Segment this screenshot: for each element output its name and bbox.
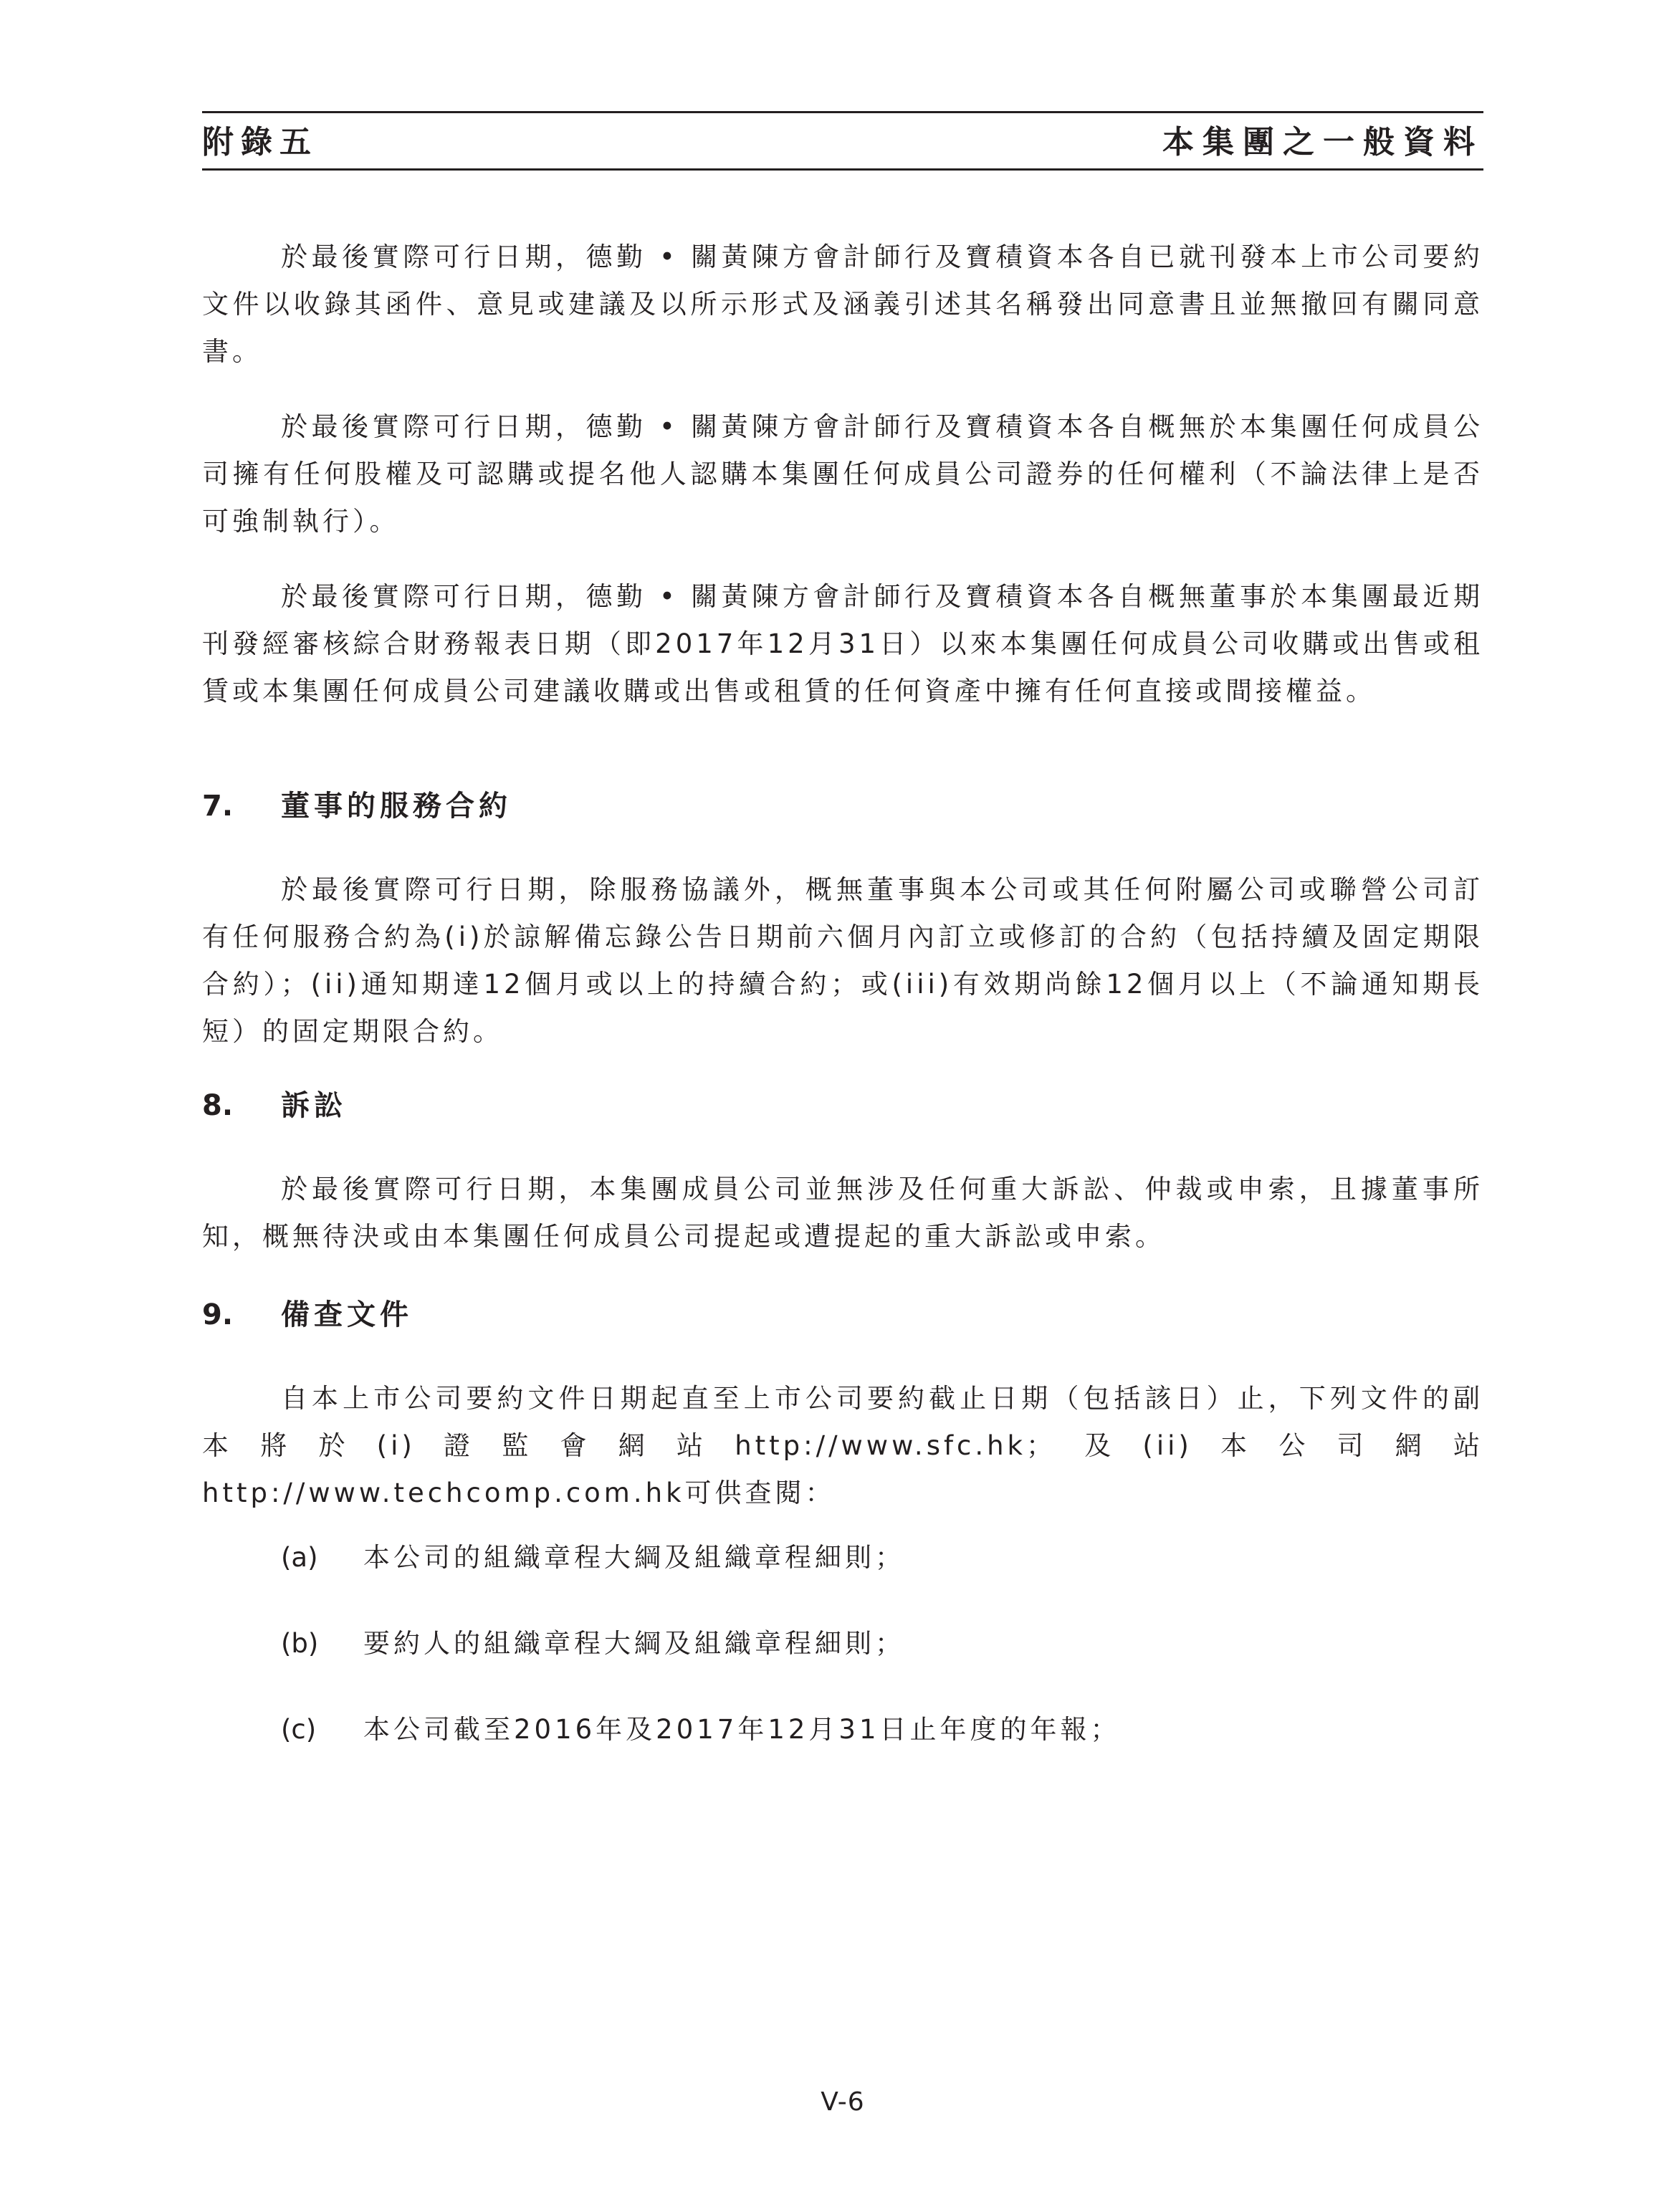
list-text: 要約人的組織章程大綱及組織章程細則；	[363, 1628, 905, 1659]
section-title: 備查文件	[281, 1298, 413, 1331]
section-body-service-contracts: 於最後實際可行日期，除服務協議外，概無董事與本公司或其任何附屬公司或聯營公司訂有任何服務合約為(i)於諒解備忘錄公告日期前六個月內訂立或修訂的合約（包括持續及固定期限合約）；(ii)通知期達12個月或以上的持續合約；或(iii)有效期尚餘12個月以上（不論通知期長短）的固定期限合約。	[202, 874, 1483, 1047]
page-number: V-6	[821, 2087, 865, 2117]
section-title: 訴訟	[281, 1089, 347, 1122]
section-heading-service-contracts	[202, 785, 1483, 828]
section-title: 董事的服務合約	[281, 790, 512, 823]
list-text: 本公司的組織章程大綱及組織章程細則；	[363, 1542, 905, 1573]
list-item	[281, 1622, 1483, 1665]
appendix-label: 附錄五	[202, 124, 318, 161]
paragraph-interests: 於最後實際可行日期，德勤 • 關黃陳方會計師行及寶積資本各自概無董事於本集團最近期刊發經審核綜合財務報表日期（即2017年12月31日）以來本集團任何成員公司收購或出售或租賃或本集團任何成員公司建議收購或出售或租賃的任何資產中擁有任何直接或間接權益。	[202, 581, 1483, 707]
list-text: 本公司截至2016年及2017年12月31日止年度的年報；	[363, 1714, 1121, 1745]
section-heading-documents	[202, 1293, 1483, 1336]
section-body-documents: 自本上市公司要約文件日期起直至上市公司要約截止日期（包括該日）止，下列文件的副本將於(i)證監會網站http://www.sfc.hk；及(ii)本公司網站http://www.techcomp.com.hk可供查閱：	[202, 1383, 1484, 1508]
section-number: 7.	[202, 790, 234, 823]
list-item	[281, 1708, 1483, 1751]
list-marker: (a)	[281, 1542, 318, 1573]
document-page	[202, 111, 1483, 2160]
paragraph-consent: 於最後實際可行日期，德勤 • 關黃陳方會計師行及寶積資本各自已就刊發本上市公司要約文件以收錄其函件、意見或建議及以所示形式及涵義引述其名稱發出同意書且並無撤回有關同意書。	[202, 241, 1483, 367]
section-body-litigation: 於最後實際可行日期，本集團成員公司並無涉及任何重大訴訟、仲裁或申索，且據董事所知，概無待決或由本集團任何成員公司提起或遭提起的重大訴訟或申索。	[202, 1174, 1483, 1252]
appendix-title: 本集團之一般資料	[1162, 124, 1483, 161]
header-bottom-rule	[202, 168, 1483, 171]
header-top-rule	[202, 111, 1483, 113]
section-number: 8.	[202, 1089, 234, 1122]
paragraph-shareholding: 於最後實際可行日期，德勤 • 關黃陳方會計師行及寶積資本各自概無於本集團任何成員公司擁有任何股權及可認購或提名他人認購本集團任何成員公司證券的任何權利（不論法律上是否可強制執行）。	[202, 411, 1483, 537]
list-item	[281, 1536, 1483, 1579]
section-heading-litigation	[202, 1084, 1483, 1127]
list-marker: (c)	[281, 1714, 317, 1745]
list-marker: (b)	[281, 1628, 319, 1659]
section-number: 9.	[202, 1298, 234, 1331]
